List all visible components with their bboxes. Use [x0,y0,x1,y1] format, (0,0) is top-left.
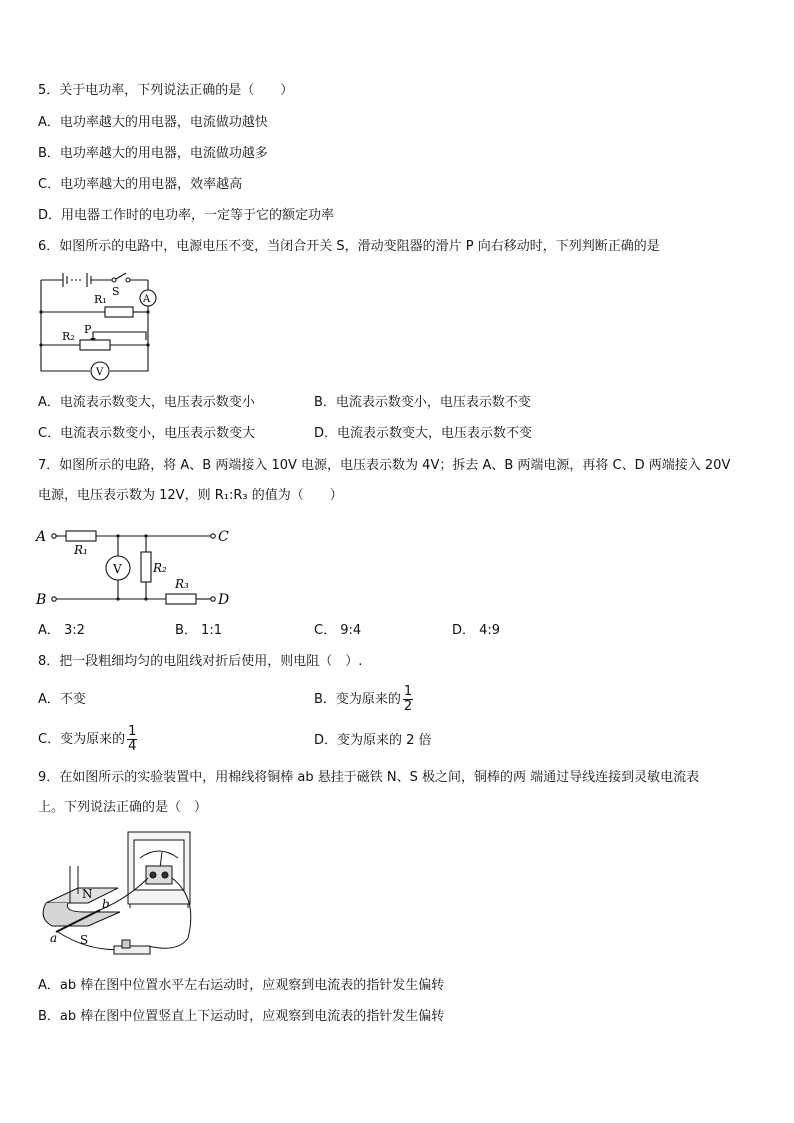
q9-stem-line2: 上。下列说法正确的是（ ） [38,800,208,815]
q7-option-b: B． 1:1 [175,623,222,638]
q7-stem-line2: 电源，电压表示数为 12V，则 R₁:R₃ 的值为（ ） [38,488,343,503]
q6-label-s: S [112,285,120,298]
q7-option-a: A． 3:2 [38,623,85,638]
q5-option-c: C．电功率越大的用电器，效率越高 [38,177,243,192]
q7-label-a: A [36,529,47,545]
q8-option-c-fraction [127,725,137,754]
fraction-numerator: 1 [128,724,137,739]
q7-label-b: B [36,592,47,608]
q7-label-v: V [113,562,122,576]
q5-option-d: D．用电器工作时的电功率，一定等于它的额定功率 [38,208,335,223]
q8-option-c-text: C．变为原来的 [38,732,126,747]
q8-option-a: A．不变 [38,692,86,707]
q9-apparatus-diagram [38,828,198,968]
q6-label-r2: R₂ [62,330,75,343]
q5-option-a: A．电功率越大的用电器，电流做功越快 [38,115,268,130]
q7-label-r1: R₁ [74,543,88,557]
q6-option-c: C．电流表示数变小，电压表示数变大 [38,426,256,441]
q6-option-d: D．电流表示数变大，电压表示数不变 [314,426,533,441]
q8-option-b [314,681,413,719]
q6-label-p: P [84,323,92,336]
q7-stem-line1: 7．如图所示的电路，将 A、B 两端接入 10V 电源，电压表示数为 4V；拆去 A、B 两端电源，再将 C、D 两端接入 20V [38,458,731,473]
q8-option-d: D．变为原来的 2 倍 [314,733,432,748]
q7-label-d: D [218,592,230,608]
fraction-numerator: 1 [403,684,413,699]
q9-label-a: a [50,931,58,945]
q7-option-c: C． 9:4 [314,623,362,638]
q9-option-b: B．ab 棒在图中位置竖直上下运动时，应观察到电流表的指针发生偏转 [38,1009,445,1024]
q6-circuit-diagram [38,268,163,380]
q6-label-r1: R₁ [94,293,107,306]
fraction-denominator: 4 [128,739,137,754]
q6-stem: 6．如图所示的电路中，电源电压不变，当闭合开关 S，滑动变阻器的滑片 P 向右移动时，下列判断正确的是 [38,239,660,254]
q8-option-c [38,721,137,759]
q5-stem: 5．关于电功率，下列说法正确的是（ ） [38,83,294,98]
q6-option-a: A．电流表示数变大，电压表示数变小 [38,395,255,410]
q8-option-b-fraction [403,685,413,714]
q7-option-d: D． 4:9 [452,623,501,638]
q6-label-v: V [96,367,104,378]
q9-label-n: N [82,887,93,901]
q7-label-r3: R₃ [175,577,189,591]
q7-label-c: C [218,529,229,545]
q9-option-a: A．ab 棒在图中位置水平左右运动时，应观察到电流表的指针发生偏转 [38,978,445,993]
fraction-denominator: 2 [403,699,413,714]
q9-label-b: b [102,897,110,911]
q6-label-a: A [143,294,151,305]
q6-option-b: B．电流表示数变小，电压表示数不变 [314,395,531,410]
q8-option-b-text: B．变为原来的 [314,692,401,707]
q7-circuit-diagram [36,524,236,610]
q8-stem: 8．把一段粗细均匀的电阻线对折后使用，则电阻（ ）. [38,654,363,669]
q9-label-s: S [80,933,89,947]
q5-option-b: B．电功率越大的用电器，电流做功越多 [38,146,268,161]
q9-stem-line1: 9．在如图所示的实验装置中，用棉线将铜棒 ab 悬挂于磁铁 N、S 极之间，铜棒的两 端通过导线连接到灵敏电流表 [38,770,700,785]
q7-label-r2: R₂ [153,561,167,575]
